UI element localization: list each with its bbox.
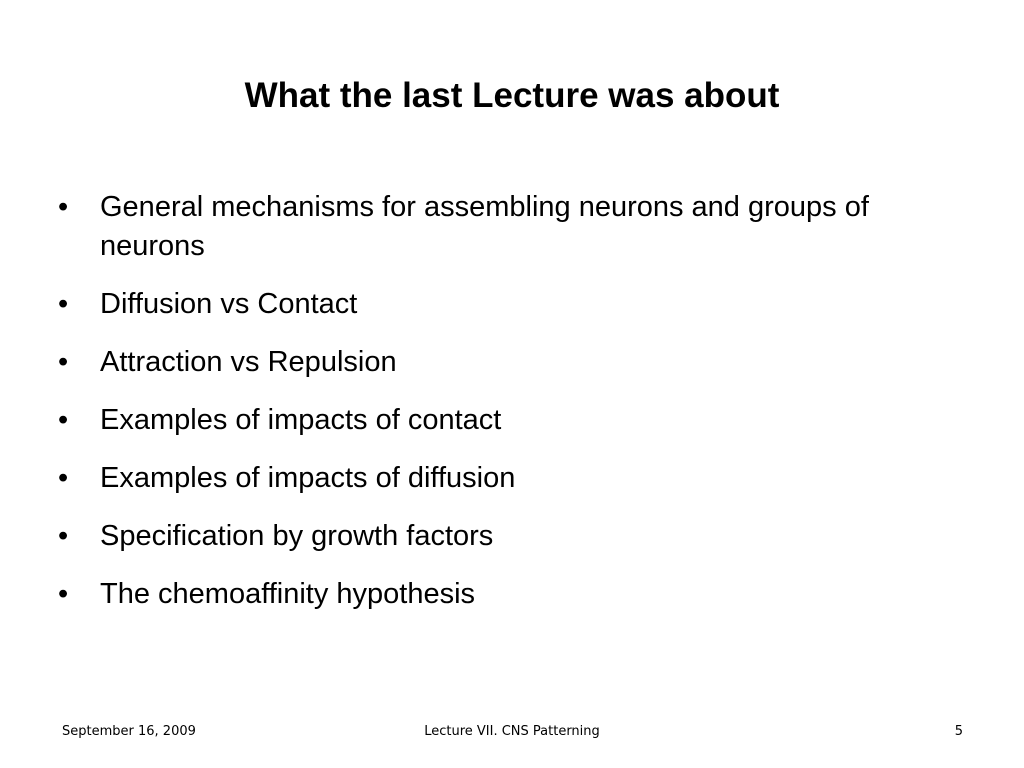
- slide-title: What the last Lecture was about: [244, 76, 780, 115]
- bullet-item: [58, 575, 898, 614]
- bullet-text: Examples of impacts of diffusion: [100, 462, 516, 494]
- bullet-text: Examples of impacts of contact: [100, 404, 502, 436]
- bullet-icon: •: [58, 404, 69, 436]
- bullet-item: [58, 343, 898, 382]
- bullet-item: [58, 285, 898, 324]
- bullet-icon: •: [58, 578, 69, 610]
- bullet-text: General mechanisms for assembling neurons and groups of neurons: [100, 191, 869, 262]
- bullet-icon: •: [58, 288, 69, 320]
- bullet-text: Attraction vs Repulsion: [100, 346, 397, 378]
- bullet-item: [58, 401, 898, 440]
- bullet-text: Diffusion vs Contact: [100, 288, 358, 320]
- bullet-list: [58, 188, 898, 633]
- bullet-item: [58, 517, 898, 556]
- footer-lecture-title: Lecture VII. CNS Patterning: [424, 724, 600, 739]
- bullet-text: Specification by growth factors: [100, 520, 494, 552]
- bullet-text: The chemoaffinity hypothesis: [100, 578, 476, 610]
- bullet-icon: •: [58, 520, 69, 552]
- bullet-item: [58, 459, 898, 498]
- bullet-item: [58, 188, 898, 266]
- bullet-icon: •: [58, 191, 69, 223]
- bullet-icon: •: [58, 346, 69, 378]
- footer-page-number: 5: [954, 724, 963, 739]
- bullet-icon: •: [58, 462, 69, 494]
- footer-date: September 16, 2009: [62, 724, 196, 739]
